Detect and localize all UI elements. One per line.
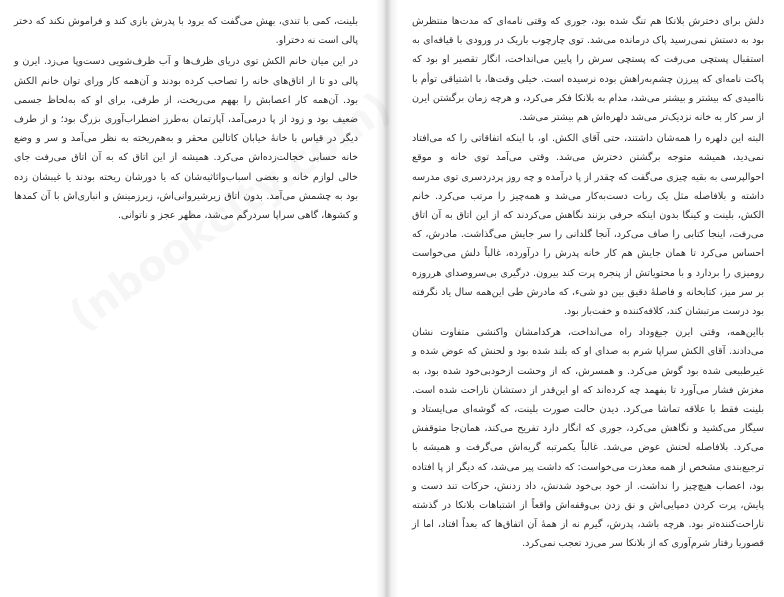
right-page [398, 0, 784, 597]
right-paragraph-2: البته این دلهره را همه‌شان داشتند، حتی آقای الکش. او، با اینکه اتفاقاتی را که می‌افتاد نمی‌دید، همیشه متوجه برگشتن دخترش می‌شد. وقتی می‌آمد توی خانه و موقع احوالپرسی به بقیه چیزی می‌گفت که چقدر از پا درآمده و چه روز پردردسری توی مدرسه داشته و بلافاصله مثل یک ربات دست‌به‌کار می‌شد و همه‌چیز را مرتب می‌کرد. خانم الکش، بلینت و کینگا بدون اینکه حرفی بزنند نگاهش می‌کردند که از این اتاق به آن اتاق می‌رفت، اینجا کتابی را صاف می‌کرد، آنجا گلدانی را سر جایش می‌گذاشت. مادرش، که احساس می‌کرد تا همان جایش هم کار خانه پدرش را درآورده، غالباً دلش می‌خواست رومیزی را بردارد و با محتویاتش از پنجره پرت کند بیرون. درگیری بی‌سروصدای هرروزه بر سر میز، کتابخانه و فاصلهٔ دقیق بین دو شیء، که مادرش طی این‌همه سال یاد نگرفته بود درست مرتبشان کند، کلافه‌کننده و خفت‌بار بود. [412, 133, 764, 318]
right-paragraph-3: بااین‌همه، وقتی ایرن جیغ‌وداد راه می‌انداخت، هرکدامشان واکنشی متفاوت نشان می‌دادند. آقای الکش سراپا شرم به صدای او که بلند شده بود و لحنش که عوض شده و غیرطبیعی شده بود گوش می‌کرد. و همسرش، که از وحشت ازخودبی‌خود شده بود، به مغزش فشار می‌آورد تا بفهمد چه کرده‌اند که او این‌قدر از دستشان ناراحت شده است. بلینت فقط با علاقه تماشا می‌کرد. دیدن حالت صورت بلینت، که گوشه‌ای می‌ایستاد و سیگار می‌کشید و نگاهش می‌کرد، جوری که انگار دارد تفریح می‌کند، همان‌جا متوقفش می‌کرد. بلافاصله لحنش عوض می‌شد. غالباً یکمرتبه گریه‌اش می‌گرفت و همیشه با ترجیع‌بندی مشخص از همه معذرت می‌خواست: که داشت پیر می‌شد، که دیگر از پا افتاده بود، اعصاب هیچ‌چیز را نداشت. از خود بی‌خود شدنش، داد زدنش، حرکات تند دست و پایش، پرت کردن دمپایی‌اش و نق زدن بی‌وقفه‌اش واقعاً از اشتباهات بلانکا در گذشته ناراحت‌کننده‌تر بود. هرچه باشد، پدرش، گیرم نه از همهٔ آن اتفاق‌ها که بعداً افتاد، اما از قصوریا رفتار شرم‌آوری که از بلانکا سر می‌زد تعجب نمی‌کرد. [412, 327, 764, 550]
left-page [0, 0, 376, 597]
left-paragraph-2: در این میان خانم الکش توی دریای ظرف‌ها و آب ظرف‌شویی دست‌وپا می‌زد. ایرن و پالی دو تا از اتاق‌های خانه را تصاحب کرده بودند و آن‌همه کار ورای توان خانم الکش بود. آن‌همه کار اعصابش را بههم می‌ریخت، از طرفی، برای او که به‌لحاظ جسمی ضعیف بود و زود از پا درمی‌آمد، آپارتمان به‌طرز اضطراب‌آوری بزرگ بود؛ و از طرف دیگر در قیاس با خانهٔ خیابان کاتالین محقر و به‌هم‌ریخته به نظر می‌آمد و سر و وضع خانه حسابی خجالت‌زده‌اش می‌کرد. همیشه از این اتاق که به آن اتاق می‌رفت جای خالی لوازم خانه و بعضی اسباب‌واثاثیه‌شان که یا دورشان ریخته بودند یا غیبشان زده بود به چشمش می‌آمد. بدون اتاق زیرشیروانی‌اش، زیرزمینش و انباری‌اش با آن کمدها و کشوها، گاهی سراپا سردرگم می‌شد، مظهر عجز و ناتوانی. [14, 56, 358, 222]
book-gutter [376, 0, 398, 597]
right-paragraph-1: دلش برای دخترش بلانکا هم تنگ شده بود، جوری که وقتی نامه‌ای که مدت‌ها منتظرش بود به دستش نمی‌رسید پاک درمانده می‌شد. توی چارچوب باریک در ورودی با قیافه‌ای به استقبال پستچی می‌رفت که پستچی سرش را پایین می‌انداخت، انگار تقصیر او بود که پاکت نامه‌ای که پیرزن چشم‌به‌راهش بوده نرسیده است. خیلی وقت‌ها، با اشتیاقی توأم با ناامیدی که بیشتر و بیشتر می‌شد، مدام به بلانکا فکر می‌کرد، و هرچه زمان برگشتن ایرن از سر کار به خانه نزدیک‌تر می‌شد دلهره‌اش هم بیشتر می‌شد. [412, 16, 764, 124]
left-paragraph-1: بلینت، کمی با تندی، بهش می‌گفت که برود با پدرش بازی کند و فراموش نکند که دختر پالی است نه دختراو. [14, 16, 358, 47]
